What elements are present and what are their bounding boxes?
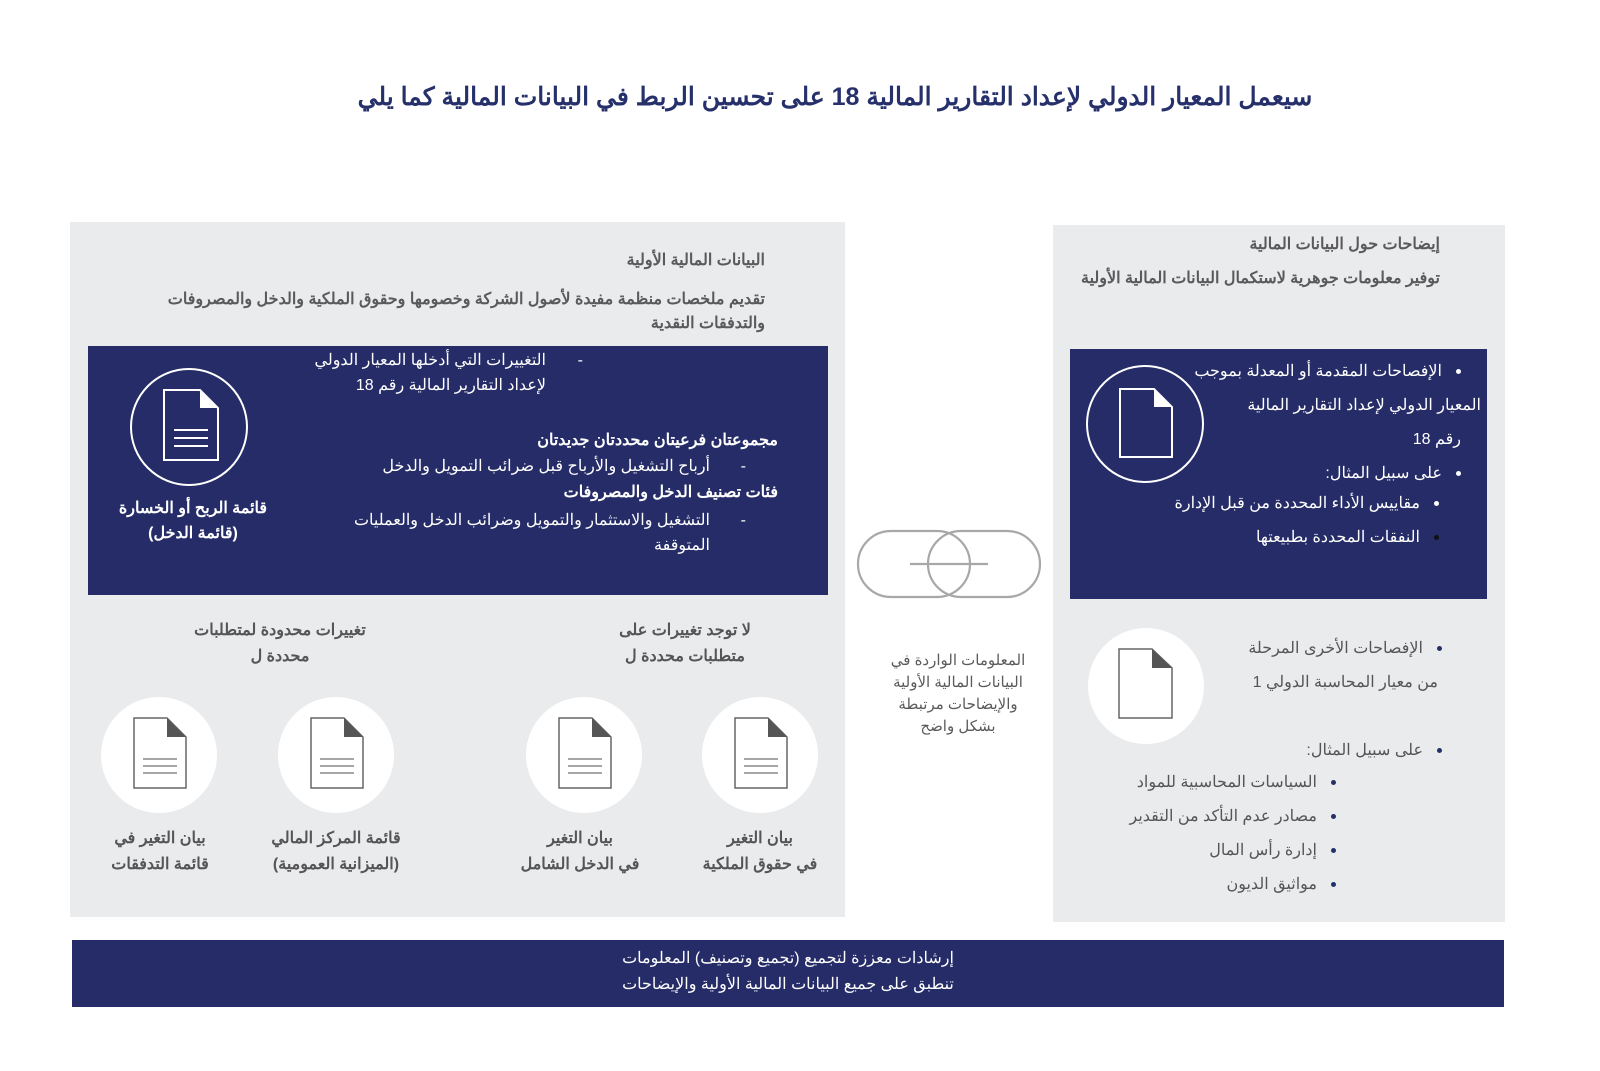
aggregation-guidance-text	[72, 940, 1504, 998]
statement-label-equity	[680, 826, 840, 878]
statement-label-line1: بيان التغير في	[114, 830, 206, 847]
equity-statement-icon-circle	[702, 697, 818, 813]
profit-loss-label	[88, 496, 298, 546]
other-disclosures-text: الإفصاحات الأخرى المرحلة	[1248, 640, 1423, 657]
list-item	[1006, 834, 1336, 868]
other-disclosures-line1	[1162, 632, 1442, 666]
balance-sheet-icon-circle	[278, 697, 394, 813]
bullet-icon	[1456, 471, 1461, 476]
list-item	[1006, 868, 1336, 902]
statement-label-line1: بيان التغير	[727, 830, 793, 847]
statement-label-line1: بيان التغير	[547, 830, 613, 847]
profit-loss-highlight-box	[88, 346, 828, 595]
other-disclosures-item	[1162, 632, 1442, 700]
bullet-icon	[1331, 780, 1336, 785]
statement-label-cash-flow	[80, 826, 240, 878]
list-item-text: إدارة رأس المال	[1209, 842, 1317, 859]
aggregation-guidance-line1: إرشادات معززة لتجميع (تجميع وتصنيف) المعلومات	[622, 950, 954, 967]
list-item	[1006, 800, 1336, 834]
document-icon	[310, 717, 364, 789]
no-changes-heading	[575, 618, 795, 670]
changes-intro	[246, 348, 546, 398]
example-label	[1191, 457, 1461, 491]
changes-line1: التغييرات التي أدخلها المعيار الدولي	[314, 352, 546, 369]
limited-changes-heading-line2: محددة ل	[250, 648, 310, 665]
categories-heading: فئات تصنيف الدخل والمصروفات	[563, 484, 778, 501]
bullet-icon	[1331, 848, 1336, 853]
categories-dash: -	[740, 512, 746, 529]
statement-label-line1: قائمة المركز المالي	[271, 830, 401, 847]
ifrs18-item-line1	[1191, 355, 1461, 389]
list-item-text: السياسات المحاسبية للمواد	[1136, 774, 1317, 791]
ifrs18-disclosures-box	[1070, 349, 1487, 599]
list-item-text: النفقات المحددة بطبيعتها	[1256, 529, 1420, 546]
document-icon	[1118, 387, 1174, 459]
list-item	[1119, 487, 1439, 521]
notes-heading: إيضاحات حول البيانات المالية	[1249, 236, 1440, 253]
bullet-icon	[1331, 814, 1336, 819]
bullet-icon	[1331, 882, 1336, 887]
example-label-text: على سبيل المثال:	[1325, 465, 1442, 482]
document-icon	[133, 717, 187, 789]
list-item-text: مواثيق الديون	[1226, 876, 1317, 893]
statement-label-line2: في الدخل الشامل	[520, 856, 640, 873]
ifrs18-examples-list	[1119, 487, 1439, 555]
categories-item	[310, 508, 710, 558]
list-item-text: مقاييس الأداء المحددة من قبل الإدارة	[1174, 495, 1420, 512]
document-icon	[558, 717, 612, 789]
comprehensive-income-icon-circle	[526, 697, 642, 813]
other-examples-list	[1006, 766, 1336, 902]
link-description-line: والإيضاحات مرتبطة	[898, 696, 1018, 713]
cash-flow-icon-circle	[101, 697, 217, 813]
page-title: سيعمل المعيار الدولي لإعداد التقارير المالية 18 على تحسين الربط في البيانات المالية كما يلي	[357, 83, 1313, 111]
list-item	[1119, 521, 1439, 555]
link-description-line: البيانات المالية الأولية	[893, 674, 1023, 691]
statement-label-comprehensive-income	[500, 826, 660, 878]
bullet-icon	[1456, 369, 1461, 374]
statement-label-balance-sheet	[246, 826, 426, 878]
document-icon-circle	[130, 368, 248, 486]
limited-changes-heading	[170, 618, 390, 670]
subtotals-item: أرباح التشغيل والأرباح قبل ضرائب التمويل والدخل	[382, 458, 710, 475]
document-icon-circle	[1086, 365, 1204, 483]
changes-dash: -	[577, 352, 583, 369]
bullet-icon	[1434, 501, 1439, 506]
other-disclosures-line2: من معيار المحاسبة الدولي 1	[1252, 674, 1438, 691]
no-changes-heading-line2: متطلبات محددة ل	[625, 648, 745, 665]
statement-label-line2: (الميزانية العمومية)	[272, 856, 400, 873]
other-example-label-text: على سبيل المثال:	[1306, 742, 1423, 759]
document-icon	[734, 717, 788, 789]
ifrs18-item-line3: رقم 18	[1412, 431, 1461, 448]
link-description-line: بشكل واضح	[920, 718, 996, 735]
changes-line2: لإعداد التقارير المالية رقم 18	[355, 377, 546, 394]
link-description	[878, 650, 1038, 738]
statement-label-line2: في حقوق الملكية	[702, 856, 818, 873]
statement-label-line2: قائمة التدفقات	[111, 856, 209, 873]
aggregation-guidance-line2: تنطبق على جميع البيانات المالية الأولية والإيضاحات	[622, 976, 954, 993]
no-changes-heading-line1: لا توجد تغييرات على	[619, 622, 751, 639]
notes-description: توفير معلومات جوهرية لاستكمال البيانات المالية الأولية	[1081, 270, 1440, 287]
ifrs18-item	[1191, 355, 1481, 491]
primary-statements-heading: البيانات المالية الأولية	[626, 252, 765, 269]
primary-statements-description: تقديم ملخصات منظمة مفيدة لأصول الشركة وخصومها وحقوق الملكية والدخل والمصروفات والتدفقات النقدية	[167, 291, 765, 332]
subtotals-heading: مجموعتان فرعيتان محددتان جديدتان	[537, 432, 778, 449]
profit-loss-label-line2: (قائمة الدخل)	[148, 525, 238, 542]
bullet-icon	[1437, 748, 1442, 753]
ifrs18-item-text: الإفصاحات المقدمة أو المعدلة بموجب	[1194, 363, 1442, 380]
chain-link-icon	[856, 528, 1042, 600]
document-icon	[162, 388, 220, 462]
categories-item-line2: المتوقفة	[654, 537, 710, 554]
subtotals-dash: -	[740, 458, 746, 475]
bullet-icon	[1437, 646, 1442, 651]
other-example-label	[1162, 734, 1442, 768]
aggregation-guidance-banner	[72, 940, 1504, 1007]
list-item-text: مصادر عدم التأكد من التقدير	[1129, 808, 1317, 825]
link-description-line: المعلومات الواردة في	[890, 652, 1026, 669]
list-item	[1006, 766, 1336, 800]
ifrs18-item-line2: المعيار الدولي لإعداد التقارير المالية	[1247, 397, 1481, 414]
profit-loss-label-line1: قائمة الربح أو الخسارة	[118, 500, 268, 517]
categories-item-line1: التشغيل والاستثمار والتمويل وضرائب الدخل والعمليات	[353, 512, 710, 529]
bullet-icon	[1434, 535, 1439, 540]
limited-changes-heading-line1: تغييرات محدودة لمتطلبات	[194, 622, 366, 639]
